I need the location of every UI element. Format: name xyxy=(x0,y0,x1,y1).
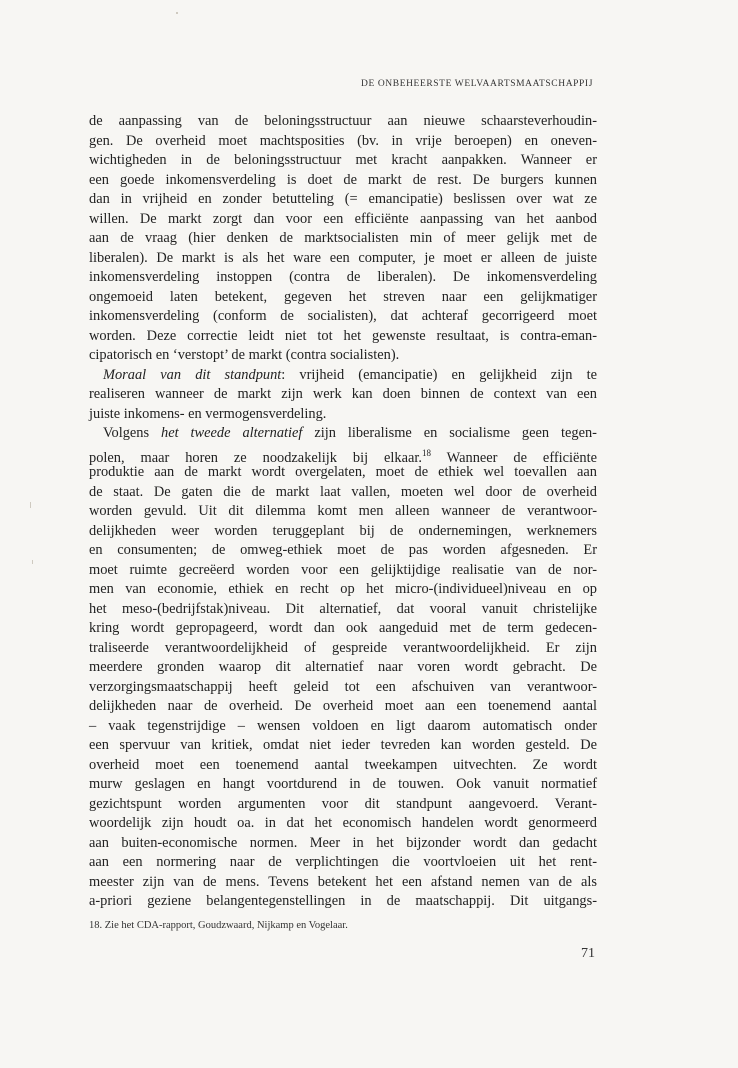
text-line-moraal xyxy=(89,366,597,386)
text-line: liberalen). De markt is als het ware een computer, je moet er alleen de juiste xyxy=(89,249,597,266)
text-line: dan in vrijheid en zonder betutteling (= emancipatie) beslissen over wat ze xyxy=(89,191,597,207)
page-number: 71 xyxy=(581,946,595,961)
text-line: moet ruimte gecreëerd worden voor een gelijktijdige realisatie van de nor- xyxy=(89,561,597,578)
text-line: overheid moet een toenemend aantal tweekampen uitvechten. Ze wordt xyxy=(89,756,597,773)
text-line: worden gevuld. Uit dit dilemma komt men alleen wanneer de verantwoor- xyxy=(89,503,597,519)
text-line: willen. De markt zorgt dan voor een efficiënte aanpassing van het aanbod xyxy=(89,210,597,227)
text-line: een spervuur van kritiek, omdat niet ieder tevreden kan worden gesteld. De xyxy=(89,737,597,753)
text-line: wichtigheden in de beloningsstructuur met kracht aanpakken. Wanneer er xyxy=(89,152,597,168)
text-line: delijkheden weer worden teruggeplant bij de ondernemingen, werknemers xyxy=(89,522,597,539)
text-line: kring wordt gepropageerd, wordt dan ook aangeduid met de term gedecen- xyxy=(89,620,597,636)
text-line: ongemoeid laten betekent, gegeven het streven naar een gelijkmatiger xyxy=(89,288,597,305)
scan-speck xyxy=(176,12,178,14)
volgens-rest: zijn liberalisme en socialisme geen tegen- xyxy=(302,425,597,441)
text-line: gen. De overheid moet machtsposities (bv. in vrije beroepen) en oneven- xyxy=(89,132,597,149)
volgens-lead: Volgens xyxy=(103,425,162,441)
text-line: woordelijk zijn houdt oa. in dat het economisch handelen wordt genormeerd xyxy=(89,815,597,831)
text-line: verzorgingsmaatschappij heeft geleid tot een afschuiven van verantwoor- xyxy=(89,678,597,695)
text-line: inkomensverdeling instoppen (contra de liberalen). De inkomensverdeling xyxy=(89,269,597,285)
volgens-emphasis: het tweede alternatief xyxy=(161,425,303,441)
text-line: en consumenten; de omweg-ethiek moet de pas worden afgesneden. Er xyxy=(89,542,597,558)
text-line-volgens xyxy=(89,424,597,444)
text-line: produktie aan de markt wordt overgelaten, moet de ethiek wel toevallen aan xyxy=(89,464,597,480)
text-line: juiste inkomens- en vermogensverdeling. xyxy=(89,405,327,422)
text-line: men van economie, ethiek en recht op het micro-(individueel)niveau en op xyxy=(89,581,597,597)
text-line: – vaak tegenstrijdige – wensen voldoen en ligt daarom automatisch onder xyxy=(89,717,597,734)
text-line: meester zijn van de mens. Tevens betekent het een afstand nemen van de als xyxy=(89,873,597,890)
text-line: cipatorisch en ‘verstopt’ de markt (contra socialisten). xyxy=(89,347,400,363)
body-text xyxy=(89,112,597,912)
text-line: een goede inkomensverdeling is doet de markt de rest. De burgers kunnen xyxy=(89,171,597,188)
text-line: de staat. De gaten die de markt laat vallen, moeten wel door de overheid xyxy=(89,483,597,500)
text-line: worden. Deze correctie leidt niet tot het gewenste resultaat, is contra-eman- xyxy=(89,327,597,344)
text-line-polen xyxy=(89,444,597,464)
text-line: meerdere gronden waarop dit alternatief naar voren wordt gebracht. De xyxy=(89,659,597,675)
scan-speck xyxy=(30,502,31,508)
text-line: aan buiten-economische normen. Meer in het bijzonder wordt dan gedacht xyxy=(89,834,597,851)
footnote: 18. Zie het CDA-rapport, Goudzwaard, Nijkamp en Vogelaar. xyxy=(89,920,348,931)
text-line: de aanpassing van de beloningsstructuur aan nieuwe schaarsteverhoudin- xyxy=(89,113,597,129)
scan-speck xyxy=(32,560,33,564)
text-line: aan een normering naar de verplichtingen die voortvloeien uit het rent- xyxy=(89,854,597,870)
text-line: het meso-(bedrijfstak)niveau. Dit alternatief, dat vooral vanuit christelijke xyxy=(89,600,597,617)
polen-before: polen, maar horen ze noodzakelijk bij elkaar. xyxy=(89,449,422,466)
text-line: murw geslagen en hangt voortdurend in de touwen. Ook vanuit normatief xyxy=(89,776,597,792)
text-line: inkomensverdeling (conform de socialisten), dat achteraf gecorrigeerd moet xyxy=(89,308,597,324)
moraal-emphasis: Moraal van dit standpunt xyxy=(103,366,282,383)
text-line: a-priori geziene belangentegenstellingen in de maatschappij. Dit uitgangs- xyxy=(89,893,597,909)
running-header: DE ONBEHEERSTE WELVAARTSMAATSCHAPPIJ xyxy=(361,79,593,89)
text-line: realiseren wanneer de markt zijn werk kan doen binnen de context van een xyxy=(89,386,597,402)
polen-after: Wanneer de efficiënte xyxy=(431,449,597,466)
text-line: gezichtspunt worden argumenten voor dit standpunt aangevoerd. Verant- xyxy=(89,795,597,812)
moraal-rest: : vrijheid (emancipatie) en gelijkheid zijn te xyxy=(281,366,598,383)
text-line: traliseerde verantwoordelijkheid of gespreide verantwoordelijkheid. Er zijn xyxy=(89,639,597,656)
text-line: delijkheden naar de overheid. De overheid moet aan een toenemend aantal xyxy=(89,698,597,714)
text-line: aan de vraag (hier denken de marktsocialisten min of meer gelijk met de xyxy=(89,230,597,246)
footnote-reference: 18 xyxy=(422,447,431,458)
